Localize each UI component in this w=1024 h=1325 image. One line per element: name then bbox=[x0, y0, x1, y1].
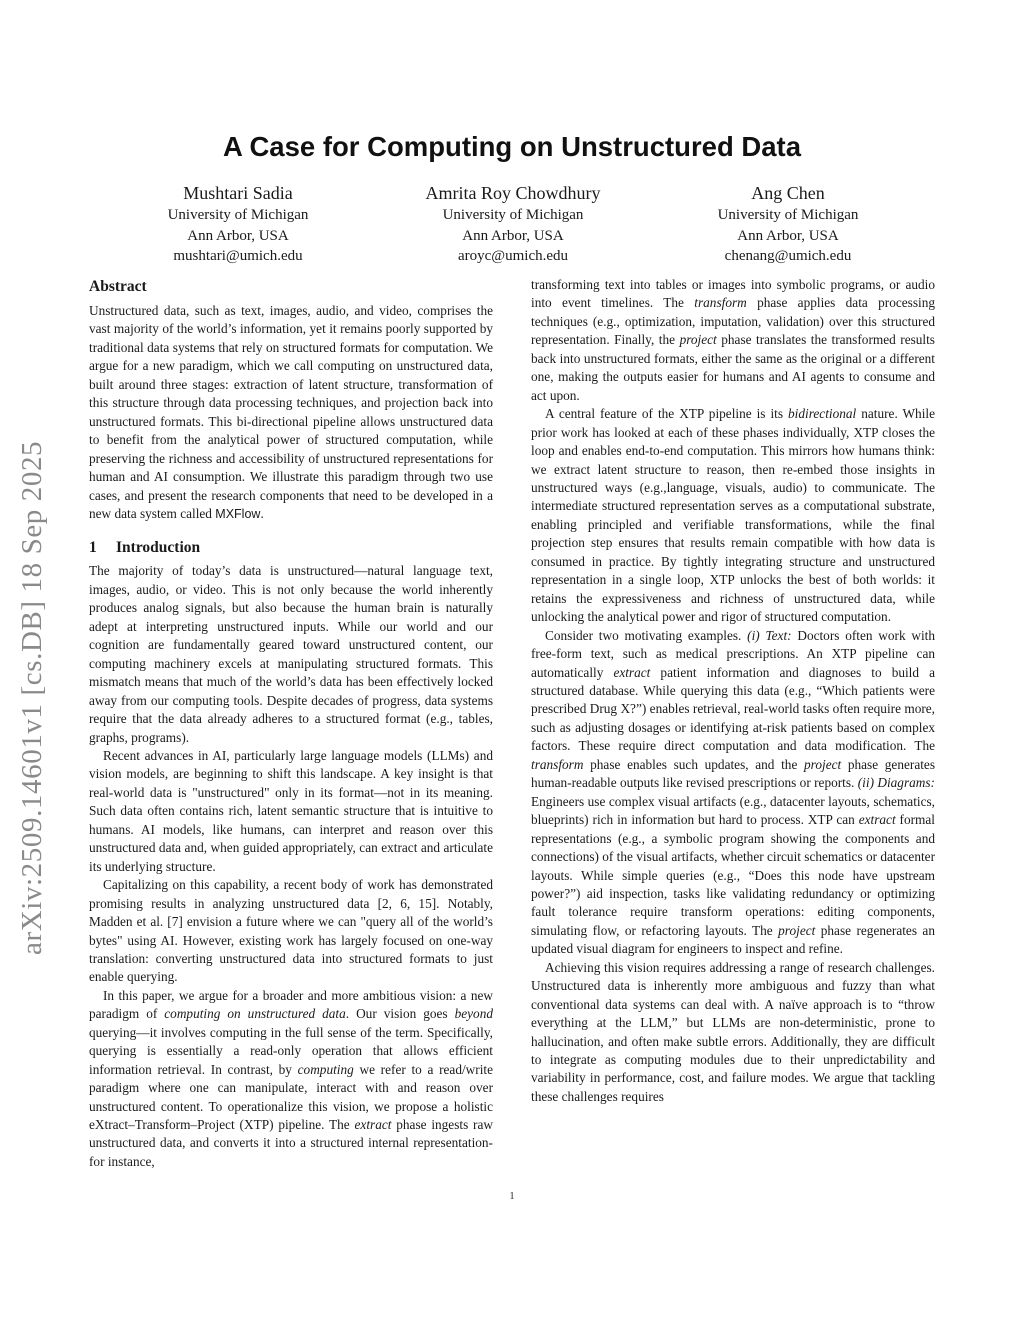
arxiv-identifier: arXiv:2509.14601v1 [cs.DB] 18 Sep 2025 bbox=[16, 440, 48, 955]
author-affiliation: University of Michigan bbox=[717, 207, 859, 223]
author-email: mushtari@umich.edu bbox=[173, 248, 303, 264]
author-name: Mushtari Sadia bbox=[183, 183, 293, 203]
author-block bbox=[638, 181, 938, 267]
paragraph: Achieving this vision requires addressing a range of research challenges. Unstructured data is inherently more ambiguous and fuzzy than what conventional data systems can deal with. A naïve approach is to “throw everything at the LLM,” but LLMs are non-deterministic, prone to hallucination, and often make subtle errors. Additionally, they are difficult to integrate as computing modules due to their unpredictability and variability in performance, cost, and failure modes. We argue that tackling these challenges requires bbox=[531, 959, 935, 1104]
paragraph: transforming text into tables or images into symbolic programs, or audio into event timelines. The transform phase applies data processing techniques (e.g., optimization, imputation, validation) over this structured representation. Finally, the project phase translates the transformed results back into unstructured formats, either the same as the original or a different one, making the outputs easier for humans and AI agents to consume and act upon. bbox=[531, 277, 935, 403]
section-title: Introduction bbox=[116, 539, 201, 557]
paragraph: A central feature of the XTP pipeline is its bidirectional nature. While prior work has looked at each of these phases individually, XTP closes the loop and enables end-to-end computation. This mirrors how humans think: we extract latent structure to reason, then re-embed those insights in unstructured ways (e.g.,language, visuals, audio) to communicate. The intermediate structured representation serves as a computational substrate, enabling principled and verifiable transformations, while the final projection step ensures that results remain compatible with how data is consumed in practice. By tightly integrating structure and unstructured representation in a single loop, XTP unlocks the best of both worlds: it retains the expressiveness and richness of unstructured data, while unlocking the analytical power and rigor of structured computation. bbox=[531, 406, 935, 625]
paragraph: In this paper, we argue for a broader and more ambitious vision: a new paradigm of computing on unstructured data. Our vision goes beyond querying—it involves computing in the full sense of the term. Specifically, querying is essentially a read-only operation that allows efficient information retrieval. In contrast, by computing we refer to a read/write paradigm where one can manipulate, interact with and reason over unstructured content. To operationalize this vision, we propose a holistic eXtract–Transform–Project (XTP) pipeline. The extract phase ingests raw unstructured data, and converts it into a structured internal representation- for instance, bbox=[89, 987, 493, 1169]
right-column bbox=[531, 276, 935, 1106]
author-location: Ann Arbor, USA bbox=[187, 227, 289, 244]
abstract-heading: Abstract bbox=[89, 278, 147, 295]
author-email: chenang@umich.edu bbox=[724, 248, 852, 264]
section-number: 1 bbox=[89, 539, 97, 557]
author-block bbox=[363, 181, 663, 267]
paper-title: A Case for Computing on Unstructured Data bbox=[222, 131, 802, 162]
introduction-heading bbox=[89, 538, 493, 558]
author-name: Ang Chen bbox=[751, 183, 825, 203]
author-name: Amrita Roy Chowdhury bbox=[425, 183, 601, 203]
author-block bbox=[88, 181, 388, 267]
author-email: aroyc@umich.edu bbox=[457, 248, 569, 264]
left-column bbox=[89, 277, 493, 1171]
paragraph: Capitalizing on this capability, a recent body of work has demonstrated promising results in analyzing unstructured data [2, 6, 15]. Notably, Madden et al. [7] envision a future where we can "query all of the world’s bytes" using AI. However, existing work has largely focused on one-way translation: converting unstructured data into structured formats to just enable querying. bbox=[89, 877, 493, 985]
paragraph: The majority of today’s data is unstructured—natural language text, images, audio, or video. This is not only because the world inherently produces analog signals, but also because the human brain is naturally adept at interpreting unstructured inputs. While our world and our cognition are fundamentally geared toward unstructured content, our computing machinery excels at manipulating structured formats. This mismatch means that much of the world’s data has been effectively locked away from our computing tools. Despite decades of progress, data systems require that the data already adheres to a structured format (e.g., tables, graphs, programs). bbox=[89, 563, 493, 745]
abstract-text: Unstructured data, such as text, images, audio, and video, comprises the vast majority of the world’s information, yet it remains poorly supported by traditional data systems that rely on structured formats for computation. We argue for a new paradigm, which we call computing on unstructured data, built around three stages: extraction of latent structure, transformation of this structure through data processing techniques, and projection back into unstructured formats. This bi-directional pipeline allows unstructured data to benefit from the analytical power of structured computation, while preserving the richness and accessibility of unstructured representations for human and AI consumption. We illustrate this paradigm through two use cases, and present the research components that need to be developed in a new data system called MXFlow. bbox=[89, 303, 493, 521]
system-name: MXFlow bbox=[215, 506, 261, 521]
author-affiliation: University of Michigan bbox=[167, 207, 309, 223]
author-location: Ann Arbor, USA bbox=[737, 227, 839, 244]
paragraph: Recent advances in AI, particularly large language models (LLMs) and vision models, are beginning to shift this landscape. A key insight is that real-world data is "unstructured" only in its format—not in its meaning. Such data often contains rich, latent semantic structure that is intuitive to humans. AI models, like humans, can interpret and reason over this unstructured data and, when guided appropriately, can extract and articulate its underlying structure. bbox=[89, 747, 493, 874]
paragraph: Consider two motivating examples. (i) Text: Doctors often work with free-form text, such as medical prescriptions. An XTP pipeline can automatically extract patient information and diagnoses to build a structured database. While querying this data (e.g., “Which patients were prescribed Drug X?”) enables retrieval, real-world tasks often require more, such as adjusting dosages or identifying at-risk patients based on complex factors. These require direct computation and data modification. The transform phase enables such updates, and the project phase generates human-readable outputs like revised prescriptions or reports. (ii) Diagrams: Engineers use complex visual artifacts (e.g., datacenter layouts, schematics, blueprints) rich in information but hard to process. XTP can extract formal representations (e.g., a symbolic program showing the components and connections) of the visual artifacts, whether circuit schematics or datacenter layouts. While simple queries (e.g., “Does this node have upstream power?”) aid inspection, tasks like validating redundancy or optimizing fault tolerance require transform operations: editing components, simulating flow, or refactoring layouts. The project phase regenerates an updated visual diagram for engineers to inspect and refine. bbox=[531, 627, 935, 957]
page-number: 1 bbox=[509, 1190, 515, 1202]
author-location: Ann Arbor, USA bbox=[462, 227, 564, 244]
author-affiliation: University of Michigan bbox=[442, 207, 584, 223]
